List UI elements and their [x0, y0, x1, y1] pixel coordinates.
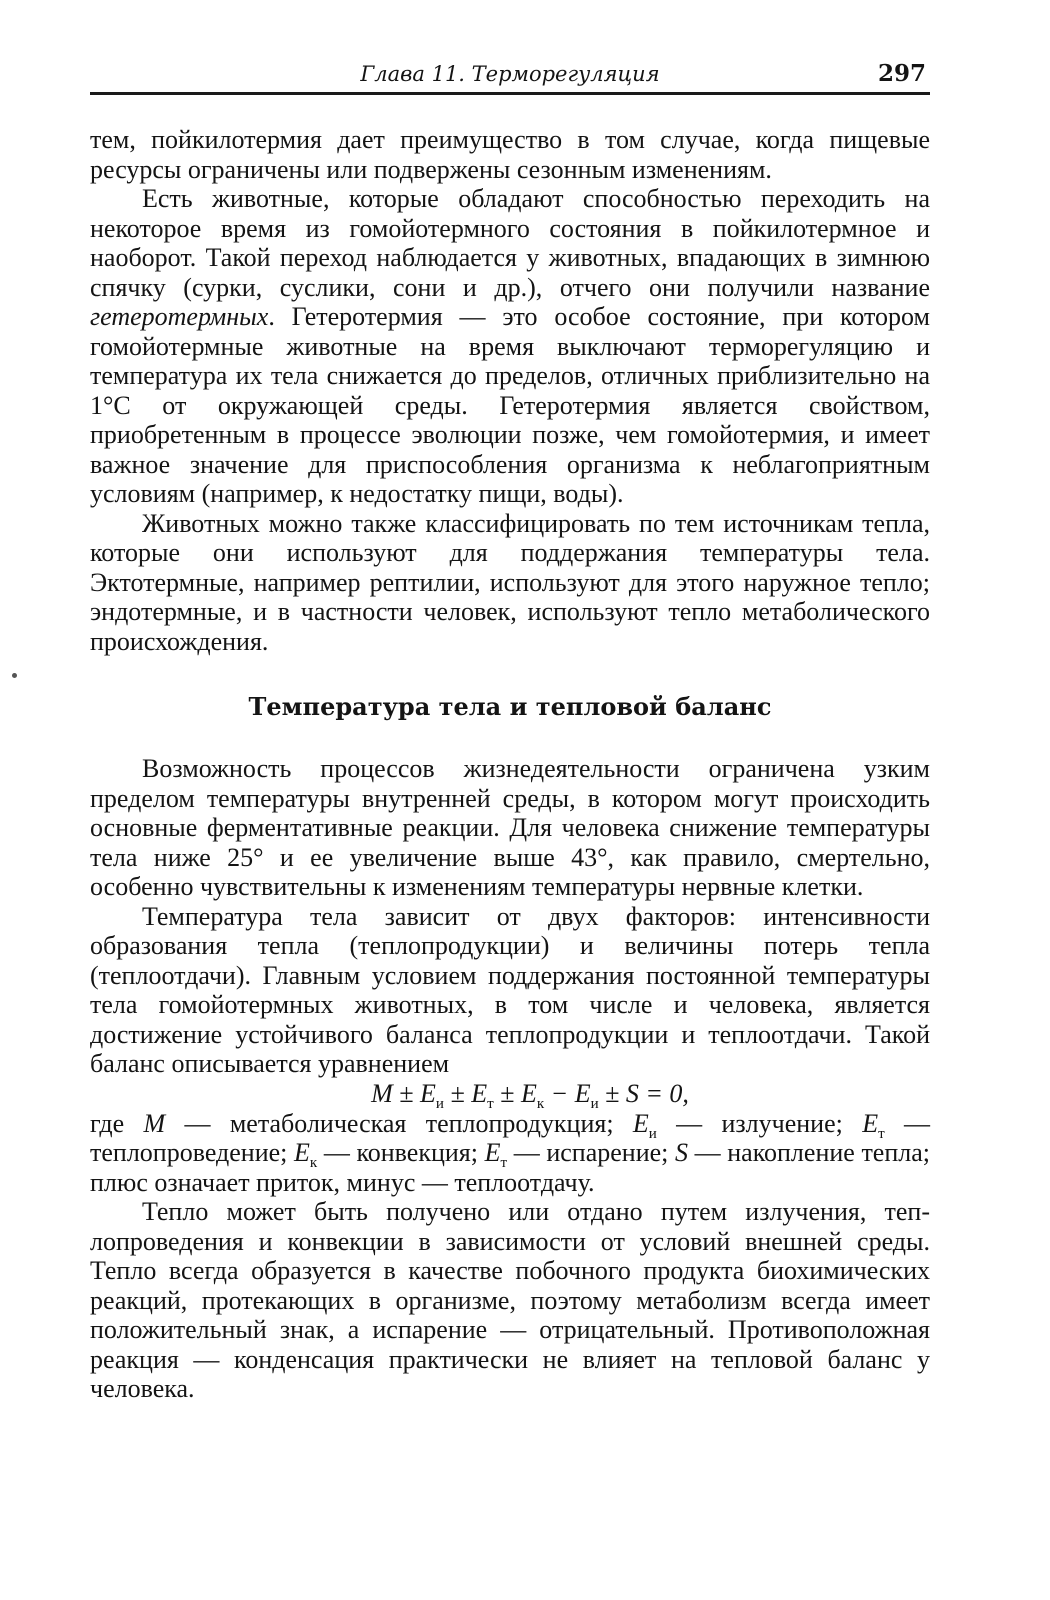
running-head	[90, 58, 930, 95]
italic-term: гетеротермных	[90, 302, 269, 331]
paragraph-text: . Гетеротермия — это особое состояние, при котором гомойотермные животные на время выключают терморегуляцию и температура их тела снижается до пределов, отличных приблизительно на 1°С от окружающей среды. Гетеротермия является свойством, приобретенным в процессе эволюции позже, чем гомойотермия, и имеет важное значение для приспособления организма к неблагоприятным условиям (например, к недостатку пищи, воды).	[90, 302, 930, 508]
paragraph-temperature-limits: Возможность процессов жизнедеятельности ограничена узким пределом температуры внутренней среды, в котором могут происходить основные ферментативные реакции. Для человека снижение температуры тела ниже 25° и ее увеличение выше 43°, как правило, смертельно, особенно чувствительны к изменениям температуры нервные клетки.	[90, 754, 930, 901]
heat-balance-equation: $M \pm E_и \pm E_т \pm E_к - E_и \pm S = 0$,	[371, 1078, 689, 1112]
paragraph-heterothermy	[90, 184, 930, 509]
book-page	[90, 58, 930, 1404]
paragraph-classification: Животных можно также классифицировать по тем источникам тепла, которые они используют для поддержания температуры тела. Эктотермные, например рептилии, используют для этого наружное тепло; эндотермные, и в частности человек, используют тепло метаболического происхождения.	[90, 508, 930, 656]
scan-speck	[12, 673, 17, 678]
paragraph-text: Есть животные, которые обладают способностью переходить на некоторое время из гомойотермного состояния в пойкилотермное и наоборот. Такой переход наблюдается у животных, впадающих в зимнюю спячку (сурки, суслики, сони и др.), отчего они получили название	[90, 184, 930, 302]
chapter-title: Глава 11. Терморегуляция	[360, 62, 660, 86]
page-number: 297	[877, 60, 926, 87]
page-body	[90, 125, 930, 1404]
equation-legend: где M — метаболическая теплопродукция; $E_и$ — излучение; $E_т$ — теплопроведение; $E_к$ — конвекция; $E_т$ — испарение; S — накопление тепла; плюс означает приток, минус — теплоотдачу.	[90, 1108, 931, 1197]
paragraph-heat-exchange: Тепло может быть получено или отдано путем излучения, теплопроведения и конвекции в зависимости от условий внешней среды. Тепло всегда образуется в качестве побочного продукта биохимических реакций, протекающих в организме, поэтому метаболизм всегда имеет положительный знак, а испарение — отрицательный. Противоположная реакция — конденсация практически не влияет на тепловой баланс у человека.	[90, 1197, 930, 1403]
paragraph-continuation: тем, пойкилотермия дает преимущество в том случае, когда пищевые ресурсы ограничены или подвержены сезонным изменениям.	[90, 125, 930, 184]
section-heading: Температура тела и тепловой баланс	[248, 692, 772, 721]
paragraph-heat-balance: Температура тела зависит от двух факторов: интенсивности образования тепла (теплопродукции) и величины потерь тепла (теплоотдачи). Главным условием поддержания постоянной температуры тела гомойотермных животных, в том числе и человека, является достижение устойчивого баланса теплопродукции и теплоотдачи. Такой баланс описывается уравнением	[90, 901, 930, 1078]
